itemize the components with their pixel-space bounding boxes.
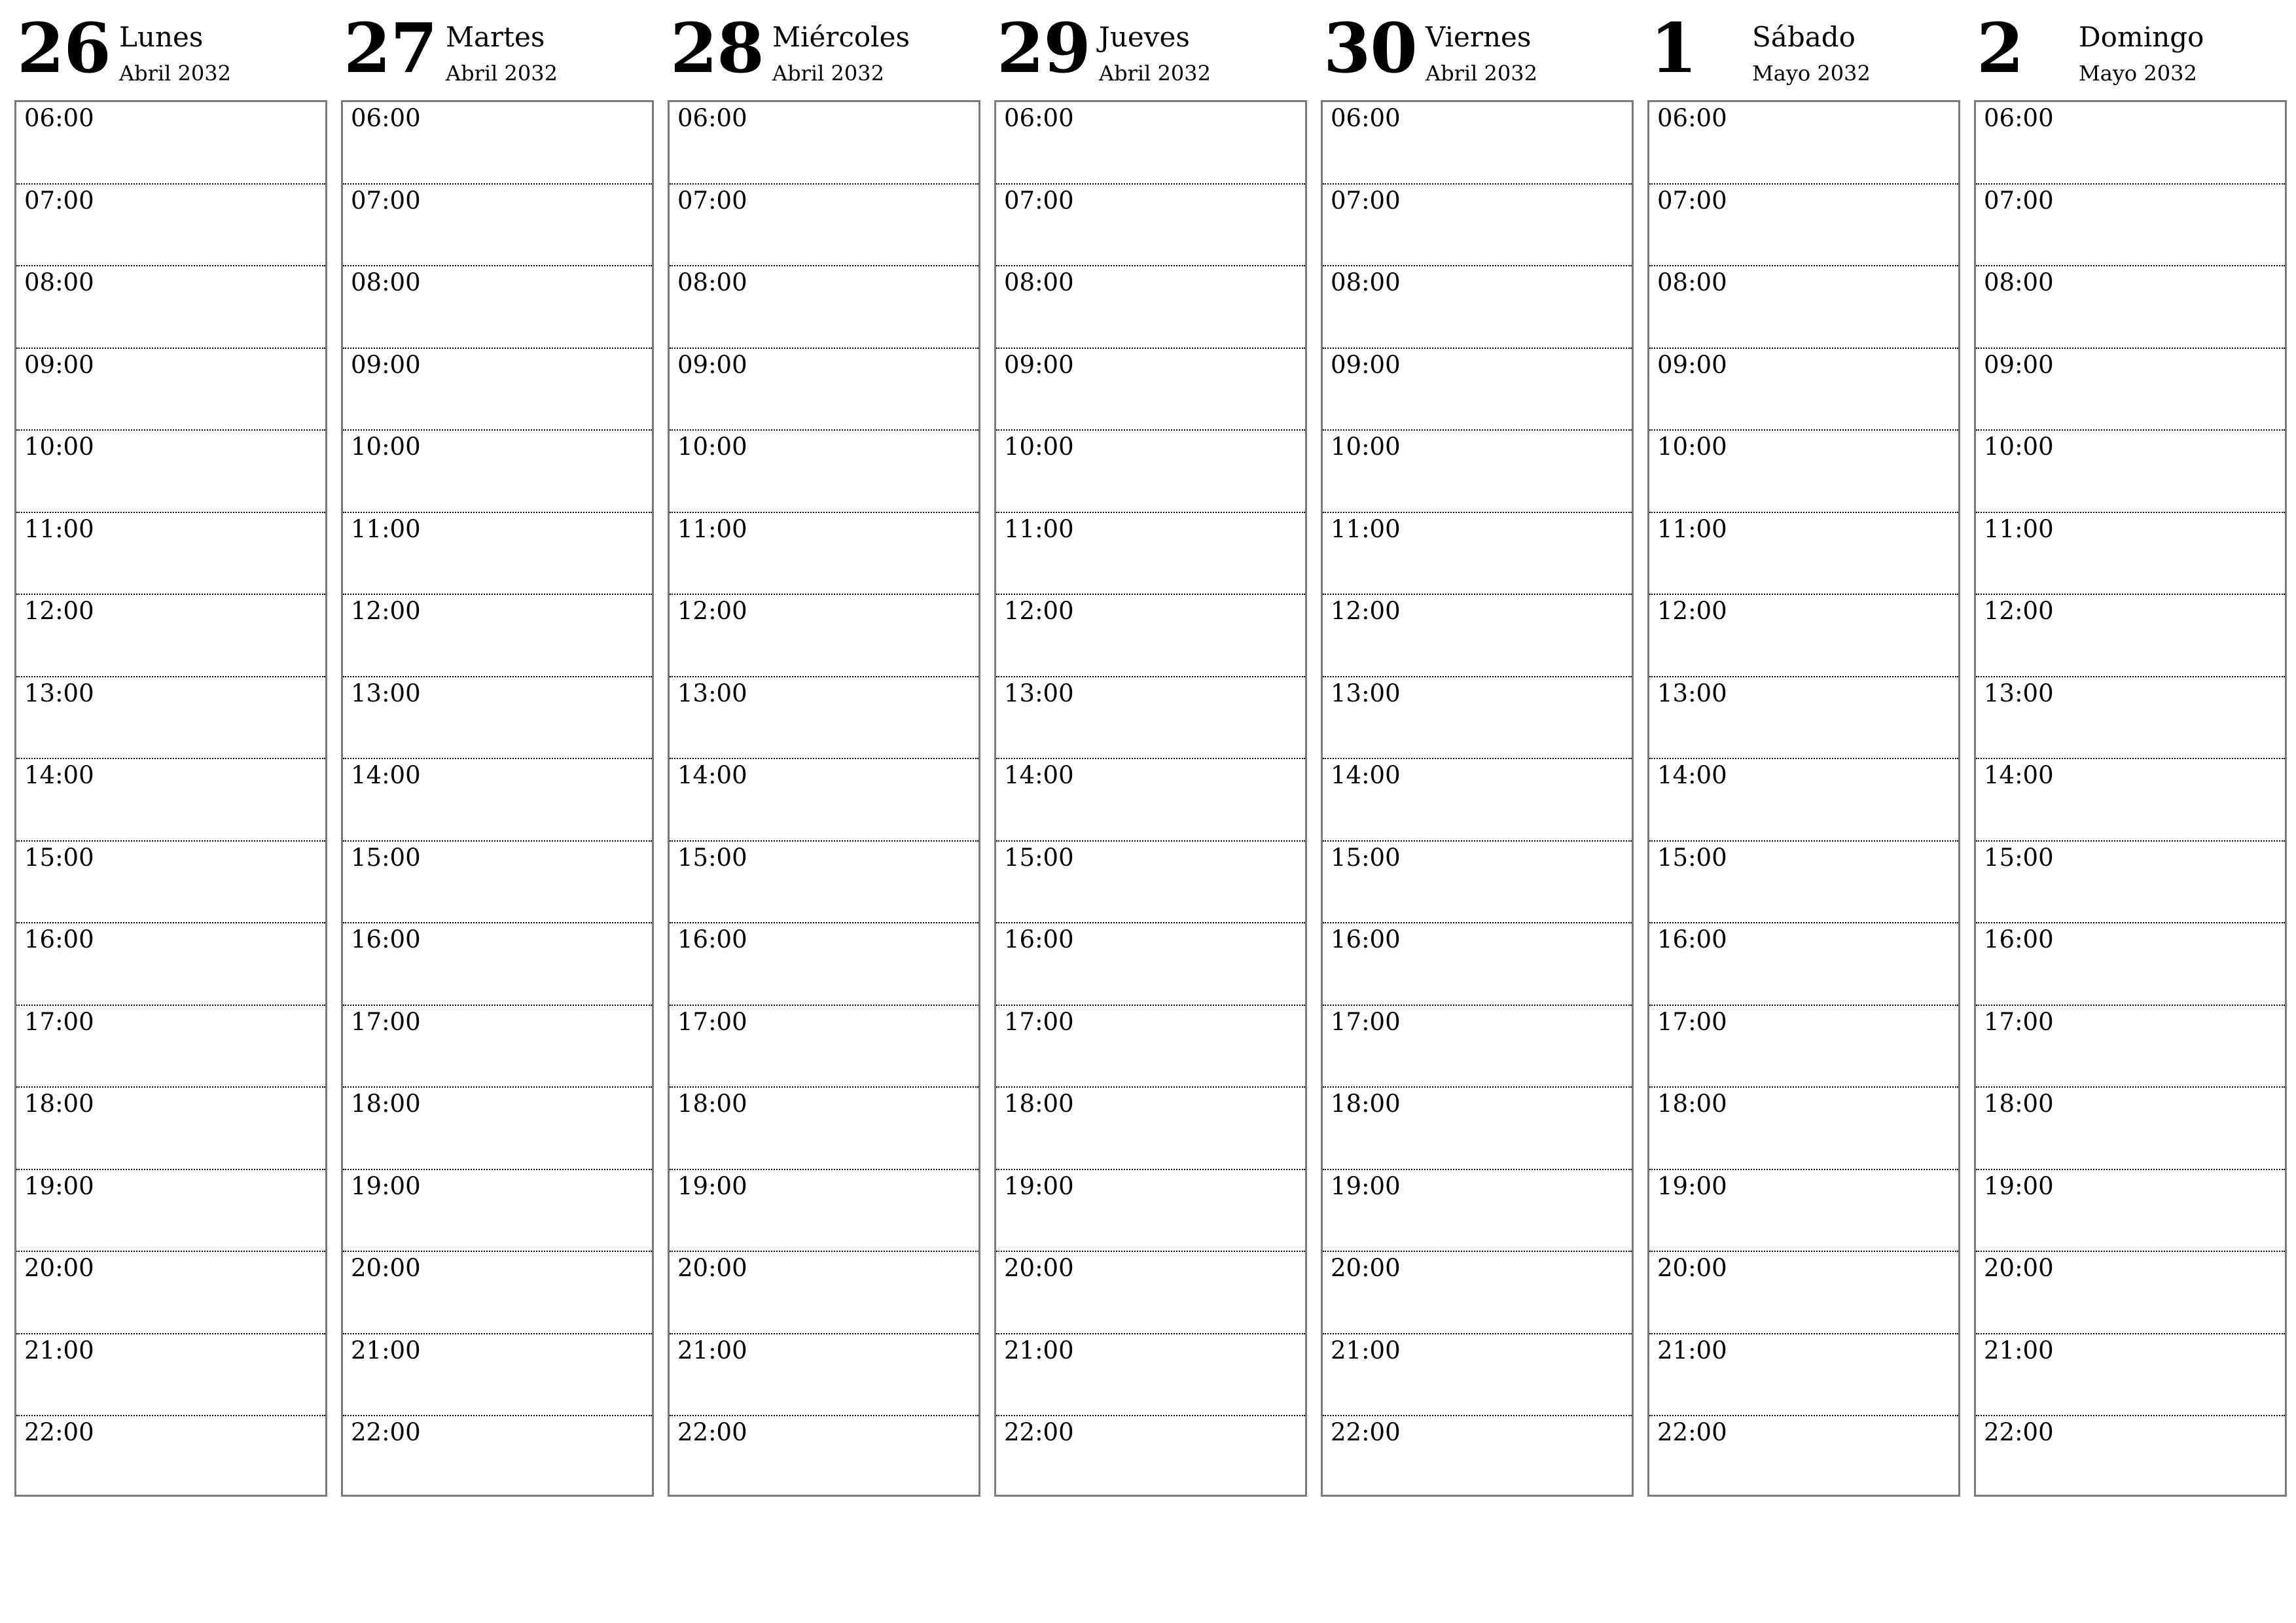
time-slot bbox=[16, 759, 325, 842]
time-slot bbox=[670, 759, 978, 842]
time-slot bbox=[670, 595, 978, 677]
time-slot bbox=[1323, 513, 1632, 596]
time-slot bbox=[1649, 677, 1958, 760]
time-slot-label: 10:00 bbox=[1984, 433, 2054, 461]
time-slot bbox=[1649, 266, 1958, 349]
time-slot-label: 19:00 bbox=[1657, 1171, 1727, 1200]
time-slot bbox=[670, 842, 978, 924]
time-slot-label: 15:00 bbox=[677, 843, 747, 872]
time-slot-label: 12:00 bbox=[1004, 597, 1074, 625]
day-month: Abril 2032 bbox=[446, 61, 558, 86]
time-slot bbox=[16, 1252, 325, 1334]
time-slot bbox=[343, 1334, 652, 1417]
time-slot-label: 19:00 bbox=[351, 1171, 421, 1200]
time-slot-label: 09:00 bbox=[24, 350, 94, 379]
time-slot bbox=[1649, 185, 1958, 267]
time-slot-label: 17:00 bbox=[677, 1007, 747, 1036]
time-slot-label: 07:00 bbox=[351, 186, 421, 215]
time-slot-label: 10:00 bbox=[1331, 433, 1401, 461]
time-slot bbox=[343, 431, 652, 513]
time-slot-label: 13:00 bbox=[677, 679, 747, 707]
hour-grid bbox=[1647, 100, 1960, 1497]
time-slot bbox=[996, 102, 1305, 185]
day-header bbox=[1647, 0, 1960, 98]
time-slot bbox=[1649, 595, 1958, 677]
time-slot-label: 21:00 bbox=[351, 1336, 421, 1364]
time-slot bbox=[343, 923, 652, 1006]
time-slot-label: 21:00 bbox=[1657, 1336, 1727, 1364]
time-slot-label: 14:00 bbox=[24, 761, 94, 789]
time-slot-label: 22:00 bbox=[1984, 1418, 2054, 1446]
time-slot bbox=[670, 923, 978, 1006]
time-slot-label: 06:00 bbox=[351, 104, 421, 132]
time-slot-label: 12:00 bbox=[1331, 597, 1401, 625]
time-slot-label: 08:00 bbox=[1984, 268, 2054, 296]
time-slot-label: 12:00 bbox=[677, 597, 747, 625]
time-slot-label: 21:00 bbox=[1984, 1336, 2054, 1364]
day-name: Jueves bbox=[1099, 21, 1190, 53]
hour-grid bbox=[668, 100, 980, 1497]
time-slot-label: 20:00 bbox=[1331, 1254, 1401, 1282]
time-slot bbox=[343, 595, 652, 677]
time-slot-label: 17:00 bbox=[24, 1007, 94, 1036]
time-slot-label: 22:00 bbox=[1657, 1418, 1727, 1446]
time-slot-label: 13:00 bbox=[1657, 679, 1727, 707]
time-slot bbox=[1323, 431, 1632, 513]
day-month: Abril 2032 bbox=[1099, 61, 1211, 86]
day-column bbox=[1321, 0, 1634, 1446]
day-month: Mayo 2032 bbox=[2079, 61, 2197, 86]
time-slot-label: 16:00 bbox=[1984, 925, 2054, 954]
time-slot-label: 11:00 bbox=[1331, 514, 1401, 543]
day-name: Martes bbox=[446, 21, 545, 53]
time-slot bbox=[16, 677, 325, 760]
time-slot bbox=[1323, 1252, 1632, 1334]
day-column bbox=[994, 0, 1307, 1446]
time-slot bbox=[1649, 923, 1958, 1006]
time-slot bbox=[1649, 513, 1958, 596]
time-slot bbox=[343, 513, 652, 596]
time-slot bbox=[16, 842, 325, 924]
time-slot bbox=[670, 185, 978, 267]
time-slot bbox=[670, 1416, 978, 1499]
time-slot-label: 19:00 bbox=[24, 1171, 94, 1200]
time-slot-label: 16:00 bbox=[1657, 925, 1727, 954]
time-slot-label: 18:00 bbox=[351, 1090, 421, 1118]
day-month: Abril 2032 bbox=[772, 61, 884, 86]
time-slot-label: 13:00 bbox=[1984, 679, 2054, 707]
time-slot-label: 18:00 bbox=[1004, 1090, 1074, 1118]
day-name: Viernes bbox=[1426, 21, 1532, 53]
time-slot-label: 08:00 bbox=[677, 268, 747, 296]
time-slot-label: 09:00 bbox=[1657, 350, 1727, 379]
time-slot-label: 10:00 bbox=[24, 433, 94, 461]
time-slot-label: 06:00 bbox=[1984, 104, 2054, 132]
time-slot bbox=[996, 1088, 1305, 1170]
day-header bbox=[14, 0, 327, 98]
time-slot-label: 22:00 bbox=[677, 1418, 747, 1446]
time-slot bbox=[16, 431, 325, 513]
time-slot-label: 21:00 bbox=[24, 1336, 94, 1364]
time-slot bbox=[670, 1006, 978, 1088]
day-number: 27 bbox=[344, 8, 437, 88]
time-slot-label: 10:00 bbox=[1004, 433, 1074, 461]
time-slot bbox=[1323, 1170, 1632, 1253]
time-slot bbox=[343, 677, 652, 760]
time-slot bbox=[1323, 842, 1632, 924]
day-name: Domingo bbox=[2079, 21, 2204, 53]
time-slot bbox=[1976, 1170, 2285, 1253]
time-slot-label: 12:00 bbox=[1657, 597, 1727, 625]
time-slot-label: 21:00 bbox=[1331, 1336, 1401, 1364]
hour-grid bbox=[1321, 100, 1634, 1497]
time-slot bbox=[1649, 349, 1958, 431]
time-slot bbox=[1976, 1252, 2285, 1334]
time-slot-label: 11:00 bbox=[1657, 514, 1727, 543]
time-slot-label: 22:00 bbox=[24, 1418, 94, 1446]
time-slot bbox=[1976, 185, 2285, 267]
day-name: Miércoles bbox=[772, 21, 910, 53]
time-slot bbox=[670, 266, 978, 349]
time-slot bbox=[1649, 431, 1958, 513]
time-slot bbox=[1649, 842, 1958, 924]
time-slot-label: 08:00 bbox=[1331, 268, 1401, 296]
time-slot bbox=[996, 677, 1305, 760]
time-slot-label: 20:00 bbox=[1984, 1254, 2054, 1282]
time-slot bbox=[16, 1334, 325, 1417]
time-slot-label: 12:00 bbox=[351, 597, 421, 625]
time-slot bbox=[343, 759, 652, 842]
time-slot bbox=[343, 185, 652, 267]
time-slot-label: 14:00 bbox=[1657, 761, 1727, 789]
day-number: 2 bbox=[1977, 8, 2024, 88]
time-slot-label: 22:00 bbox=[351, 1418, 421, 1446]
time-slot-label: 06:00 bbox=[1331, 104, 1401, 132]
day-name: Sábado bbox=[1752, 21, 1856, 53]
time-slot-label: 11:00 bbox=[677, 514, 747, 543]
time-slot-label: 15:00 bbox=[351, 843, 421, 872]
time-slot-label: 19:00 bbox=[1004, 1171, 1074, 1200]
time-slot-label: 09:00 bbox=[677, 350, 747, 379]
time-slot bbox=[1649, 1170, 1958, 1253]
time-slot-label: 17:00 bbox=[1331, 1007, 1401, 1036]
time-slot bbox=[16, 1416, 325, 1499]
time-slot bbox=[343, 1416, 652, 1499]
time-slot bbox=[1976, 266, 2285, 349]
time-slot-label: 10:00 bbox=[351, 433, 421, 461]
time-slot bbox=[996, 513, 1305, 596]
time-slot bbox=[1323, 923, 1632, 1006]
time-slot-label: 08:00 bbox=[351, 268, 421, 296]
time-slot-label: 09:00 bbox=[351, 350, 421, 379]
time-slot bbox=[996, 1416, 1305, 1499]
time-slot-label: 11:00 bbox=[351, 514, 421, 543]
time-slot bbox=[343, 1006, 652, 1088]
time-slot bbox=[1976, 842, 2285, 924]
time-slot bbox=[1976, 1334, 2285, 1417]
day-number: 28 bbox=[670, 8, 764, 88]
time-slot bbox=[1649, 759, 1958, 842]
time-slot bbox=[1323, 349, 1632, 431]
time-slot-label: 13:00 bbox=[351, 679, 421, 707]
time-slot bbox=[670, 1334, 978, 1417]
time-slot-label: 20:00 bbox=[1657, 1254, 1727, 1282]
day-number: 26 bbox=[17, 8, 111, 88]
time-slot-label: 14:00 bbox=[1331, 761, 1401, 789]
time-slot bbox=[670, 1170, 978, 1253]
time-slot-label: 08:00 bbox=[1657, 268, 1727, 296]
time-slot bbox=[343, 102, 652, 185]
time-slot bbox=[1976, 513, 2285, 596]
time-slot bbox=[670, 102, 978, 185]
time-slot bbox=[996, 923, 1305, 1006]
time-slot-label: 15:00 bbox=[1004, 843, 1074, 872]
time-slot bbox=[16, 185, 325, 267]
time-slot bbox=[343, 266, 652, 349]
time-slot-label: 18:00 bbox=[677, 1090, 747, 1118]
time-slot bbox=[16, 1006, 325, 1088]
time-slot bbox=[1976, 677, 2285, 760]
time-slot bbox=[996, 185, 1305, 267]
time-slot bbox=[1976, 595, 2285, 677]
time-slot bbox=[996, 266, 1305, 349]
time-slot bbox=[670, 1252, 978, 1334]
time-slot bbox=[996, 759, 1305, 842]
time-slot bbox=[996, 842, 1305, 924]
time-slot bbox=[1323, 677, 1632, 760]
time-slot-label: 08:00 bbox=[24, 268, 94, 296]
day-name: Lunes bbox=[119, 21, 204, 53]
day-header bbox=[994, 0, 1307, 98]
time-slot-label: 21:00 bbox=[677, 1336, 747, 1364]
day-number: 30 bbox=[1323, 8, 1417, 88]
time-slot bbox=[1649, 1088, 1958, 1170]
time-slot-label: 22:00 bbox=[1004, 1418, 1074, 1446]
time-slot bbox=[996, 431, 1305, 513]
day-number: 1 bbox=[1650, 8, 1697, 88]
time-slot bbox=[670, 1088, 978, 1170]
time-slot bbox=[1323, 102, 1632, 185]
time-slot-label: 12:00 bbox=[24, 597, 94, 625]
day-column bbox=[1647, 0, 1960, 1446]
hour-grid bbox=[341, 100, 654, 1497]
time-slot bbox=[1323, 759, 1632, 842]
time-slot-label: 20:00 bbox=[1004, 1254, 1074, 1282]
time-slot bbox=[1649, 1334, 1958, 1417]
time-slot-label: 16:00 bbox=[677, 925, 747, 954]
time-slot bbox=[670, 349, 978, 431]
time-slot-label: 16:00 bbox=[1331, 925, 1401, 954]
time-slot-label: 16:00 bbox=[1004, 925, 1074, 954]
time-slot bbox=[1649, 1416, 1958, 1499]
hour-grid bbox=[1974, 100, 2287, 1497]
day-month: Abril 2032 bbox=[1426, 61, 1537, 86]
time-slot-label: 08:00 bbox=[1004, 268, 1074, 296]
day-header bbox=[668, 0, 980, 98]
time-slot bbox=[16, 513, 325, 596]
time-slot-label: 12:00 bbox=[1984, 597, 2054, 625]
time-slot-label: 13:00 bbox=[24, 679, 94, 707]
day-month: Mayo 2032 bbox=[1752, 61, 1871, 86]
time-slot bbox=[1323, 1334, 1632, 1417]
time-slot bbox=[996, 1170, 1305, 1253]
time-slot bbox=[343, 1088, 652, 1170]
day-header bbox=[1321, 0, 1634, 98]
time-slot-label: 22:00 bbox=[1331, 1418, 1401, 1446]
time-slot-label: 13:00 bbox=[1004, 679, 1074, 707]
time-slot bbox=[16, 1170, 325, 1253]
time-slot-label: 16:00 bbox=[351, 925, 421, 954]
day-number: 29 bbox=[997, 8, 1090, 88]
time-slot-label: 15:00 bbox=[1984, 843, 2054, 872]
time-slot-label: 07:00 bbox=[24, 186, 94, 215]
time-slot bbox=[996, 1252, 1305, 1334]
hour-grid bbox=[14, 100, 327, 1497]
time-slot-label: 07:00 bbox=[1657, 186, 1727, 215]
time-slot-label: 06:00 bbox=[677, 104, 747, 132]
time-slot bbox=[343, 1252, 652, 1334]
time-slot-label: 13:00 bbox=[1331, 679, 1401, 707]
time-slot-label: 09:00 bbox=[1004, 350, 1074, 379]
day-header bbox=[341, 0, 654, 98]
time-slot bbox=[996, 1334, 1305, 1417]
time-slot-label: 06:00 bbox=[24, 104, 94, 132]
time-slot-label: 06:00 bbox=[1657, 104, 1727, 132]
time-slot bbox=[16, 266, 325, 349]
time-slot-label: 10:00 bbox=[1657, 433, 1727, 461]
time-slot-label: 07:00 bbox=[1004, 186, 1074, 215]
time-slot-label: 14:00 bbox=[677, 761, 747, 789]
time-slot-label: 17:00 bbox=[1004, 1007, 1074, 1036]
time-slot-label: 15:00 bbox=[1657, 843, 1727, 872]
time-slot bbox=[996, 349, 1305, 431]
time-slot bbox=[996, 1006, 1305, 1088]
time-slot bbox=[670, 431, 978, 513]
time-slot-label: 20:00 bbox=[24, 1254, 94, 1282]
time-slot bbox=[1976, 1088, 2285, 1170]
time-slot bbox=[1976, 431, 2285, 513]
time-slot-label: 06:00 bbox=[1004, 104, 1074, 132]
time-slot bbox=[16, 923, 325, 1006]
time-slot-label: 19:00 bbox=[1984, 1171, 2054, 1200]
time-slot bbox=[996, 595, 1305, 677]
time-slot bbox=[343, 842, 652, 924]
time-slot-label: 14:00 bbox=[351, 761, 421, 789]
time-slot bbox=[1323, 266, 1632, 349]
time-slot-label: 17:00 bbox=[1984, 1007, 2054, 1036]
time-slot bbox=[1649, 102, 1958, 185]
time-slot-label: 14:00 bbox=[1984, 761, 2054, 789]
time-slot bbox=[16, 349, 325, 431]
time-slot-label: 11:00 bbox=[1004, 514, 1074, 543]
time-slot-label: 15:00 bbox=[24, 843, 94, 872]
time-slot-label: 17:00 bbox=[351, 1007, 421, 1036]
day-header bbox=[1974, 0, 2287, 98]
hour-grid bbox=[994, 100, 1307, 1497]
time-slot bbox=[16, 102, 325, 185]
day-column bbox=[1974, 0, 2287, 1446]
time-slot bbox=[670, 513, 978, 596]
time-slot-label: 18:00 bbox=[1984, 1090, 2054, 1118]
time-slot-label: 19:00 bbox=[1331, 1171, 1401, 1200]
time-slot-label: 09:00 bbox=[1984, 350, 2054, 379]
day-month: Abril 2032 bbox=[119, 61, 231, 86]
time-slot-label: 10:00 bbox=[677, 433, 747, 461]
time-slot-label: 17:00 bbox=[1657, 1007, 1727, 1036]
time-slot bbox=[1649, 1252, 1958, 1334]
time-slot-label: 20:00 bbox=[677, 1254, 747, 1282]
time-slot bbox=[1976, 349, 2285, 431]
time-slot-label: 11:00 bbox=[24, 514, 94, 543]
time-slot bbox=[1976, 923, 2285, 1006]
time-slot-label: 16:00 bbox=[24, 925, 94, 954]
time-slot-label: 21:00 bbox=[1004, 1336, 1074, 1364]
time-slot-label: 18:00 bbox=[24, 1090, 94, 1118]
time-slot bbox=[16, 595, 325, 677]
time-slot-label: 19:00 bbox=[677, 1171, 747, 1200]
time-slot-label: 11:00 bbox=[1984, 514, 2054, 543]
time-slot bbox=[1976, 102, 2285, 185]
time-slot-label: 09:00 bbox=[1331, 350, 1401, 379]
day-column bbox=[668, 0, 980, 1446]
time-slot bbox=[1323, 1006, 1632, 1088]
time-slot-label: 14:00 bbox=[1004, 761, 1074, 789]
time-slot bbox=[1323, 1416, 1632, 1499]
time-slot bbox=[1323, 1088, 1632, 1170]
time-slot bbox=[1976, 1006, 2285, 1088]
day-column bbox=[341, 0, 654, 1446]
time-slot bbox=[1323, 595, 1632, 677]
time-slot-label: 18:00 bbox=[1331, 1090, 1401, 1118]
time-slot bbox=[343, 1170, 652, 1253]
time-slot-label: 07:00 bbox=[1331, 186, 1401, 215]
time-slot bbox=[1323, 185, 1632, 267]
time-slot bbox=[1976, 1416, 2285, 1499]
time-slot bbox=[670, 677, 978, 760]
time-slot bbox=[1649, 1006, 1958, 1088]
time-slot-label: 15:00 bbox=[1331, 843, 1401, 872]
time-slot-label: 07:00 bbox=[1984, 186, 2054, 215]
time-slot-label: 20:00 bbox=[351, 1254, 421, 1282]
time-slot bbox=[1976, 759, 2285, 842]
time-slot-label: 18:00 bbox=[1657, 1090, 1727, 1118]
time-slot bbox=[343, 349, 652, 431]
time-slot bbox=[16, 1088, 325, 1170]
time-slot-label: 07:00 bbox=[677, 186, 747, 215]
day-column bbox=[14, 0, 327, 1446]
